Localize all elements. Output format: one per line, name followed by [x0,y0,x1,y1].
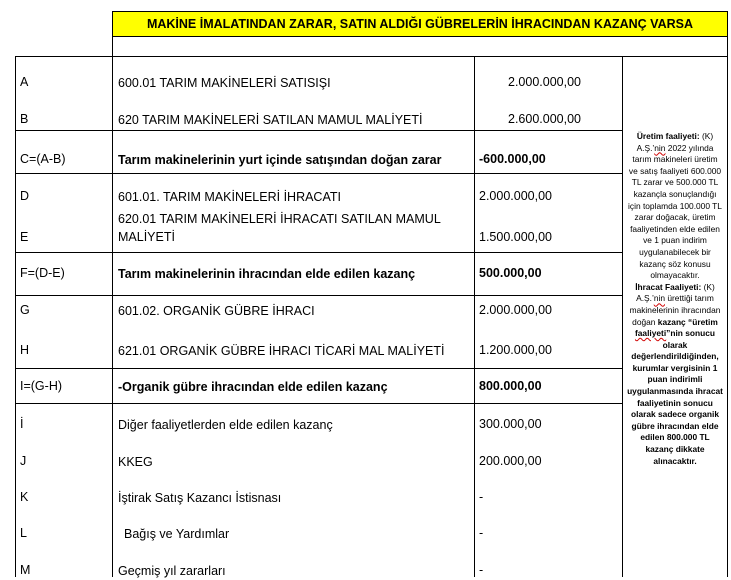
row-code: M [20,563,31,577]
note-export-text-a: (K) A.Ş.’ [636,281,715,304]
row-description: 601.01. TARIM MAKİNELERİ İHRACATI [118,190,341,204]
page-title: MAKİNE İMALATINDAN ZARAR, SATIN ALDIĞI GÜBRELERİN İHRACINDAN KAZANÇ VARSA [113,12,727,36]
row-description: Geçmiş yıl zararları [118,564,226,578]
row-amount: - [479,490,484,504]
row-code: A [20,75,29,89]
note-production-text-a: (K) A.Ş.’ [636,131,714,153]
note-production-label: Üretim faaliyeti: [636,131,700,141]
row-description: -Organik gübre ihracından elde edilen kazanç [118,380,388,394]
row-description: Diğer faaliyetlerden elde edilen kazanç [118,418,333,432]
row-code: C=(A-B) [20,152,66,166]
row-amount: 200.000,00 [479,454,542,468]
row-amount: 500.000,00 [479,266,542,280]
note-export-bold-b: ”nin sonucu olarak değerlendirildiğinden, kurumlar vergisinin 1 puan indirimli uygulanmasında ihracat faaliyetinin sonucu olarak sadece organik gübre ihracından elde edilen 800.000 TL kazanç dikkate alınacaktır. [627,328,723,466]
row-description: 620 TARIM MAKİNELERİ SATILAN MAMUL MALİYETİ [118,113,423,127]
note-export-faaliyeti: faaliyeti [634,328,667,339]
row-code: G [20,303,30,317]
row-description: 620.01 TARIM MAKİNELERİ İHRACATI SATILAN MAMUL MALİYETİ [118,212,441,244]
row-description: Tarım makinelerinin yurt içinde satışından doğan zarar [118,153,442,167]
row-code: H [20,343,30,357]
row-code: L [20,526,27,540]
row-amount: 1.200.000,00 [479,343,552,357]
explanation-note [627,131,723,467]
note-export-nin: nin [653,293,665,304]
row-code: B [20,112,29,126]
row-description: Tarım makinelerinin ihracından elde edilen kazanç [118,267,416,281]
row-code: D [20,189,30,203]
row-amount: 2.600.000,00 [508,112,581,126]
row-description: İştirak Satış Kazancı İstisnası [118,491,282,505]
row-description: 600.01 TARIM MAKİNELERİ SATISIŞI [118,76,331,90]
row-amount: 1.500.000,00 [479,230,552,244]
note-export-label: İhracat Faaliyeti: [635,281,702,292]
note-production-text-b: 2022 yılında tarım makineleri üretim ve satış faaliyeti 600.000 TL zarar ve 500.000 TL kazançla sonuçlandığı için toplamda 100.000 TL zarar doğacak, üretim faaliyetinden elde edilen ve 1 puan indirim uygulanabilecek bir kazanç söz konusu olmayacaktır. [628,142,722,281]
row-code: J [20,454,27,468]
row-amount: - [479,526,484,540]
row-amount: 300.000,00 [479,417,542,431]
row-description: 601.02. ORGANİK GÜBRE İHRACI [118,304,315,318]
row-description: KKEG [118,455,153,469]
row-amount: -600.000,00 [479,152,546,166]
row-amount: 2.000.000,00 [508,75,581,89]
row-code: I=(G-H) [20,379,63,393]
row-code: K [20,490,29,504]
row-amount: - [479,563,484,577]
row-code: F=(D-E) [20,266,65,280]
note-export-text-b: ürettiği tarım makinelerinin ihracından doğan [629,293,721,327]
row-amount: 2.000.000,00 [479,189,552,203]
row-code: E [20,230,29,244]
row-description: Bağış ve Yardımlar [124,527,230,541]
row-code: İ [20,417,24,431]
row-amount: 2.000.000,00 [479,303,552,317]
row-amount: 800.000,00 [479,379,542,393]
note-production-nin: nin [654,142,666,153]
row-description: 621.01 ORGANİK GÜBRE İHRACI TİCARİ MAL MALİYETİ [118,344,445,358]
note-export-bold-a: kazanç “üretim [657,316,718,327]
